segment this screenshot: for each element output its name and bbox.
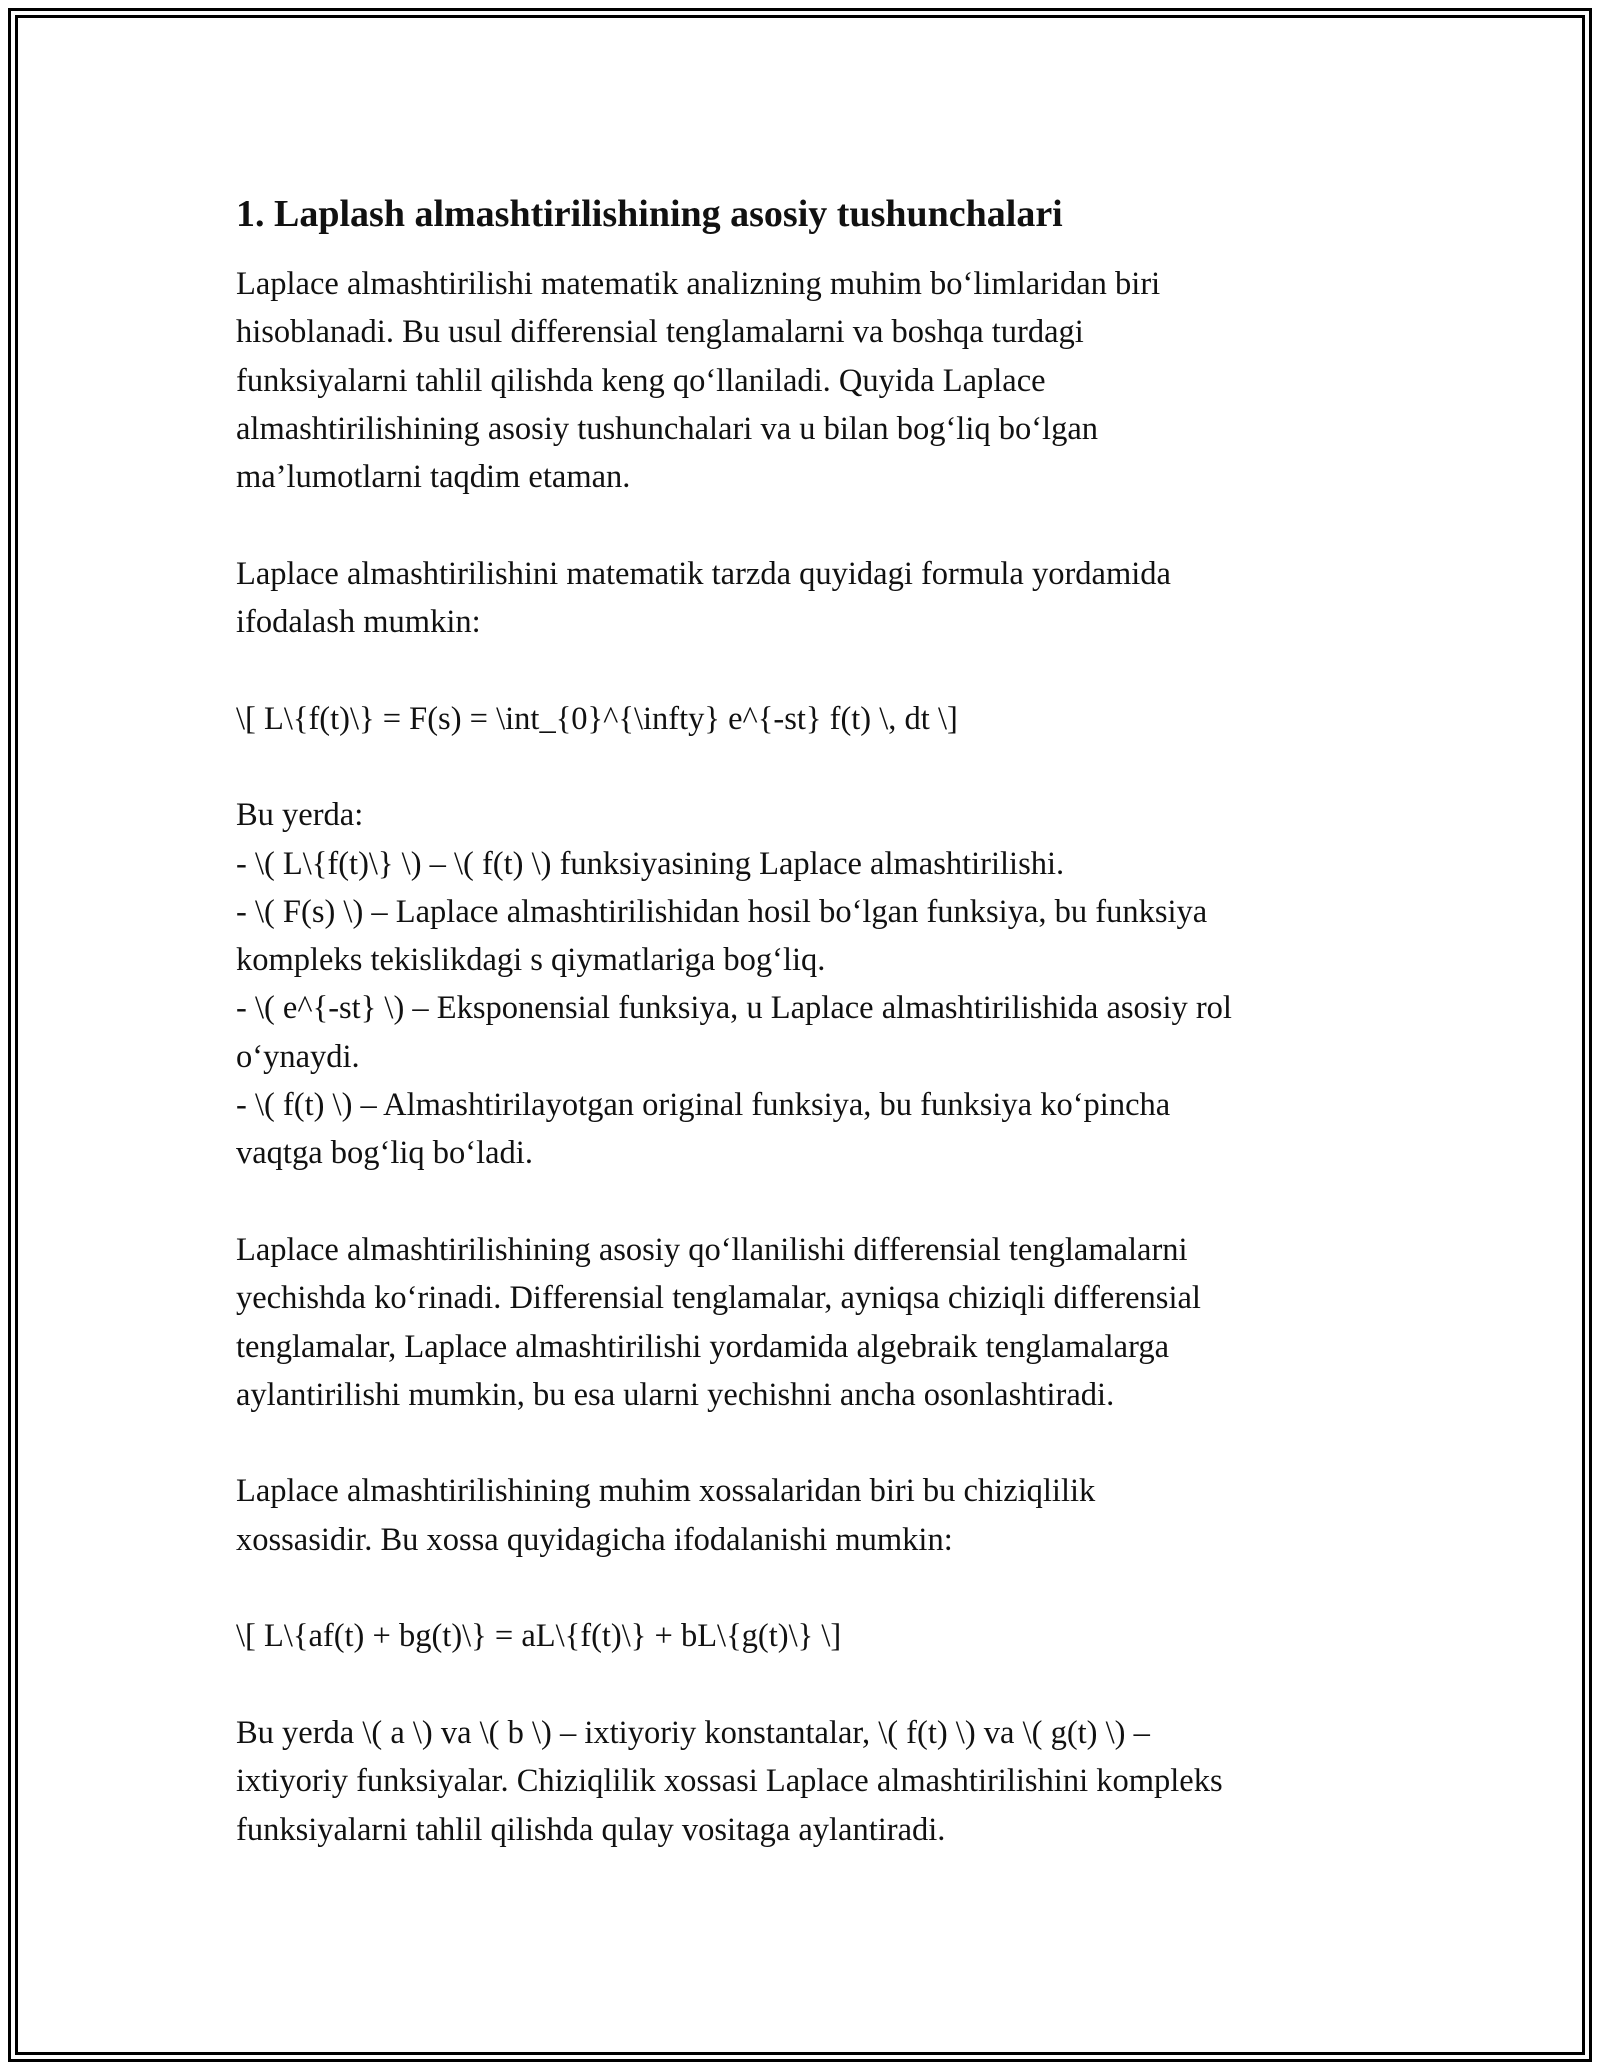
conclusion-paragraph — [236, 1709, 1376, 1854]
definition-item-continuation: o‘ynaydi. — [236, 1038, 360, 1075]
linearity-paragraph — [236, 1467, 1376, 1564]
text-line: ifodalash mumkin: — [236, 604, 481, 641]
application-paragraph — [236, 1226, 1376, 1419]
linearity-formula: \[ L\{af(t) + bg(t)\} = aL\{f(t)\} + bL\{g(t)\} \] — [236, 1618, 842, 1655]
section-title: 1. Laplash almashtirilishining asosiy tushunchalari — [236, 193, 1063, 235]
definition-item: - \( e^{-st} \) – Eksponensial funksiya, u Laplace almashtirilishida asosiy rol — [236, 990, 1232, 1027]
definition-item-continuation: kompleks tekislikdagi s qiymatlariga bog‘liq. — [236, 942, 826, 979]
text-line: almashtirilishining asosiy tushunchalari va u bilan bog‘liq bo‘lgan — [236, 410, 1099, 447]
text-line: hisoblanadi. Bu usul differensial tenglamalarni va boshqa turdagi — [236, 314, 1084, 351]
laplace-definition-formula: \[ L\{f(t)\} = F(s) = \int_{0}^{\infty} e^{-st} f(t) \, dt \] — [236, 700, 958, 737]
text-line: Bu yerda \( a \) va \( b \) – ixtiyoriy konstantalar, \( f(t) \) va \( g(t) \) – — [236, 1714, 1150, 1751]
text-line: ixtiyoriy funksiyalar. Chiziqlilik xossasi Laplace almashtirilishini kompleks — [236, 1763, 1223, 1800]
text-line: yechishda ko‘rinadi. Differensial tenglamalar, ayniqsa chiziqli differensial — [236, 1280, 1201, 1317]
definition-item: - \( f(t) \) – Almashtirilayotgan original funksiya, bu funksiya ko‘pincha — [236, 1087, 1171, 1124]
text-line: funksiyalarni tahlil qilishda qulay vositaga aylantiradi. — [236, 1811, 946, 1848]
where-paragraph — [236, 791, 1376, 1177]
text-line: ma’lumotlarni taqdim etaman. — [236, 459, 631, 496]
text-line: Laplace almashtirilishining asosiy qo‘llanilishi differensial tenglamalarni — [236, 1231, 1188, 1268]
text-line: Laplace almashtirilishini matematik tarzda quyidagi formula yordamida — [236, 555, 1171, 592]
definition-item: - \( L\{f(t)\} \) – \( f(t) \) funksiyasining Laplace almashtirilishi. — [236, 845, 1065, 882]
text-line: funksiyalarni tahlil qilishda keng qo‘llaniladi. Quyida Laplace — [236, 362, 1046, 399]
formula-intro-paragraph — [236, 550, 1376, 647]
text-line: aylantirilishi mumkin, bu esa ularni yechishni ancha osonlashtiradi. — [236, 1376, 1115, 1413]
definition-item: - \( F(s) \) – Laplace almashtirilishidan hosil bo‘lgan funksiya, bu funksiya — [236, 893, 1208, 930]
where-heading: Bu yerda: — [236, 797, 364, 834]
intro-paragraph — [236, 260, 1376, 501]
text-line: Laplace almashtirilishining muhim xossalaridan biri bu chiziqlilik — [236, 1473, 1096, 1510]
document-body — [236, 190, 1376, 1902]
text-line: tenglamalar, Laplace almashtirilishi yordamida algebraik tenglamalarga — [236, 1328, 1169, 1365]
text-line: xossasidir. Bu xossa quyidagicha ifodalanishi mumkin: — [236, 1521, 953, 1558]
definition-item-continuation: vaqtga bog‘liq bo‘ladi. — [236, 1135, 533, 1172]
text-line: Laplace almashtirilishi matematik analizning muhim bo‘limlaridan biri — [236, 266, 1161, 302]
